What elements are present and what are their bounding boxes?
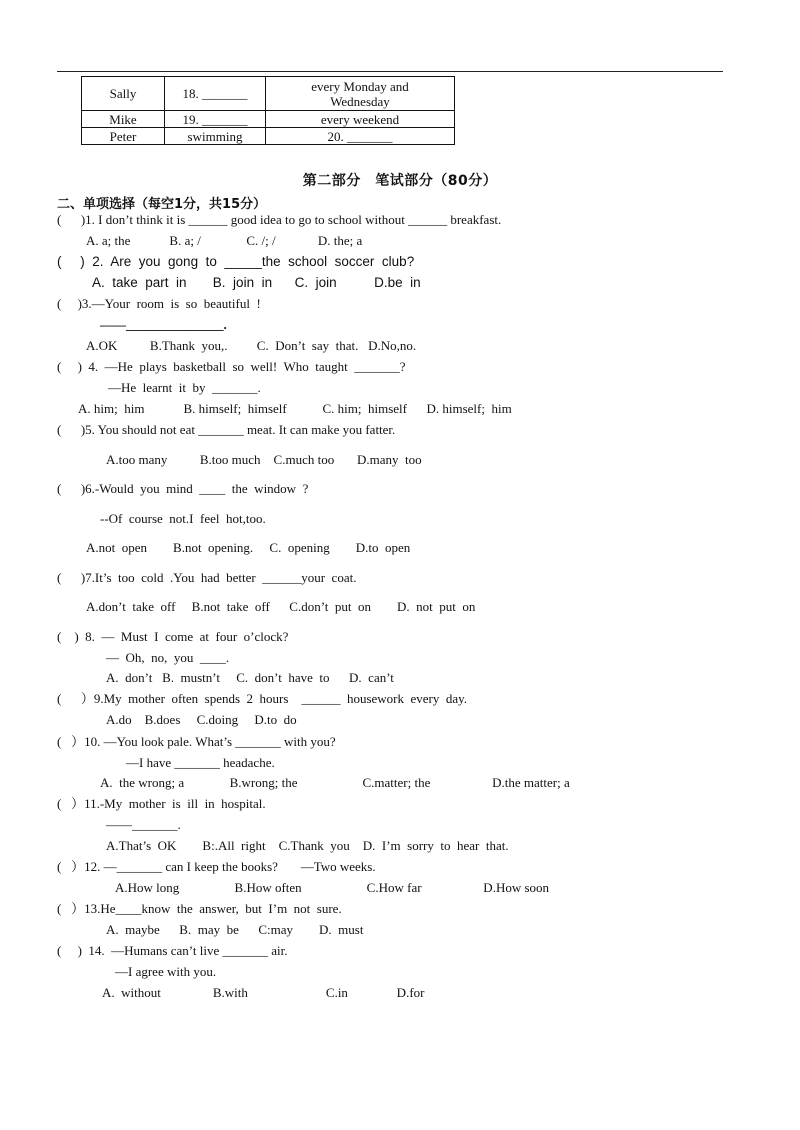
question-10: ( ）10. —You look pale. What’s _______ with you? (57, 734, 336, 749)
table-cell: Peter (82, 128, 165, 145)
options-14: A. without B.with C.in D.for (102, 985, 425, 1000)
question-11-reply: ——_______. (106, 817, 181, 832)
question-4: ( ) 4. —He plays basketball so well! Who taught _______? (57, 359, 406, 374)
options-6: A.not open B.not opening. C. opening D.to open (86, 540, 411, 555)
options-7: A.don’t take off B.not take off C.don’t put on D. not put on (86, 599, 476, 614)
schedule-table (81, 76, 455, 145)
question-1: ( )1. I don’t think it is ______ good idea to go to school without ______ breakfast. (57, 212, 502, 227)
options-8: A. don’t B. mustn’t C. don’t have to D. can’t (106, 670, 394, 685)
options-2: A. take part in B. join in C. join D.be in (92, 275, 421, 290)
question-9: ( ）9.My mother often spends 2 hours ______ housework every day. (57, 691, 468, 706)
options-3: A.OK B.Thank you,. C. Don’t say that. D.No,no. (86, 338, 417, 353)
part-title: 第二部分 笔试部分（80分） (302, 173, 498, 189)
options-1: A. a; the B. a; / C. /; / D. the; a (86, 233, 363, 248)
question-7: ( )7.It’s too cold .You had better ______your coat. (57, 570, 357, 585)
question-4-reply: —He learnt it by _______. (108, 380, 261, 395)
table-cell: Sally (82, 77, 165, 111)
question-5: ( )5. You should not eat _______ meat. It can make you fatter. (57, 422, 396, 437)
question-11: ( ）11.-My mother is ill in hospital. (57, 796, 266, 811)
table-cell: 18. _______ (165, 77, 266, 111)
top-rule (57, 71, 723, 72)
table-cell: Mike (82, 111, 165, 128)
options-13: A. maybe B. may be C:may D. must (106, 922, 364, 937)
options-12: A.How long B.How often C.How far D.How soon (115, 880, 550, 895)
table-cell: 19. _______ (165, 111, 266, 128)
table-row (82, 128, 455, 145)
question-3: ( )3.—Your room is so beautiful ! (57, 296, 261, 311)
question-14: ( ) 14. —Humans can’t live _______ air. (57, 943, 288, 958)
section-title: 二、单项选择（每空1分，共15分） (57, 197, 267, 212)
table-cell: 20. _______ (266, 128, 455, 145)
options-5: A.too many B.too much C.much too D.many too (106, 452, 422, 467)
options-11: A.That’s OK B:.All right C.Thank you D. I’m sorry to hear that. (106, 838, 509, 853)
question-6: ( )6.-Would you mind ____ the window ? (57, 481, 309, 496)
question-2: ( ) 2. Are you gong to _____the school soccer club? (57, 254, 415, 269)
question-14-reply: —I agree with you. (115, 964, 217, 979)
table-cell: every weekend (266, 111, 455, 128)
options-9: A.do B.does C.doing D.to do (106, 712, 297, 727)
table-row (82, 77, 455, 111)
question-8-reply: — Oh, no, you ____. (106, 650, 230, 665)
question-10-reply: —I have _______ headache. (126, 755, 275, 770)
options-10: A. the wrong; a B.wrong; the C.matter; the D.the matter; a (100, 775, 570, 790)
question-13: ( ）13.He____know the answer, but I’m not sure. (57, 901, 342, 916)
question-12: ( ）12. —_______ can I keep the books? —Two weeks. (57, 859, 376, 874)
table-cell: every Monday and Wednesday (266, 77, 455, 111)
table-cell: swimming (165, 128, 266, 145)
question-6-reply: --Of course not.I feel hot,too. (100, 511, 266, 526)
options-4: A. him; him B. himself; himself C. him; himself D. himself; him (78, 401, 512, 416)
table-row (82, 111, 455, 128)
question-8: ( ) 8. — Must I come at four o’clock? (57, 629, 289, 644)
answer-blank-3: ——_______________. (100, 317, 227, 332)
